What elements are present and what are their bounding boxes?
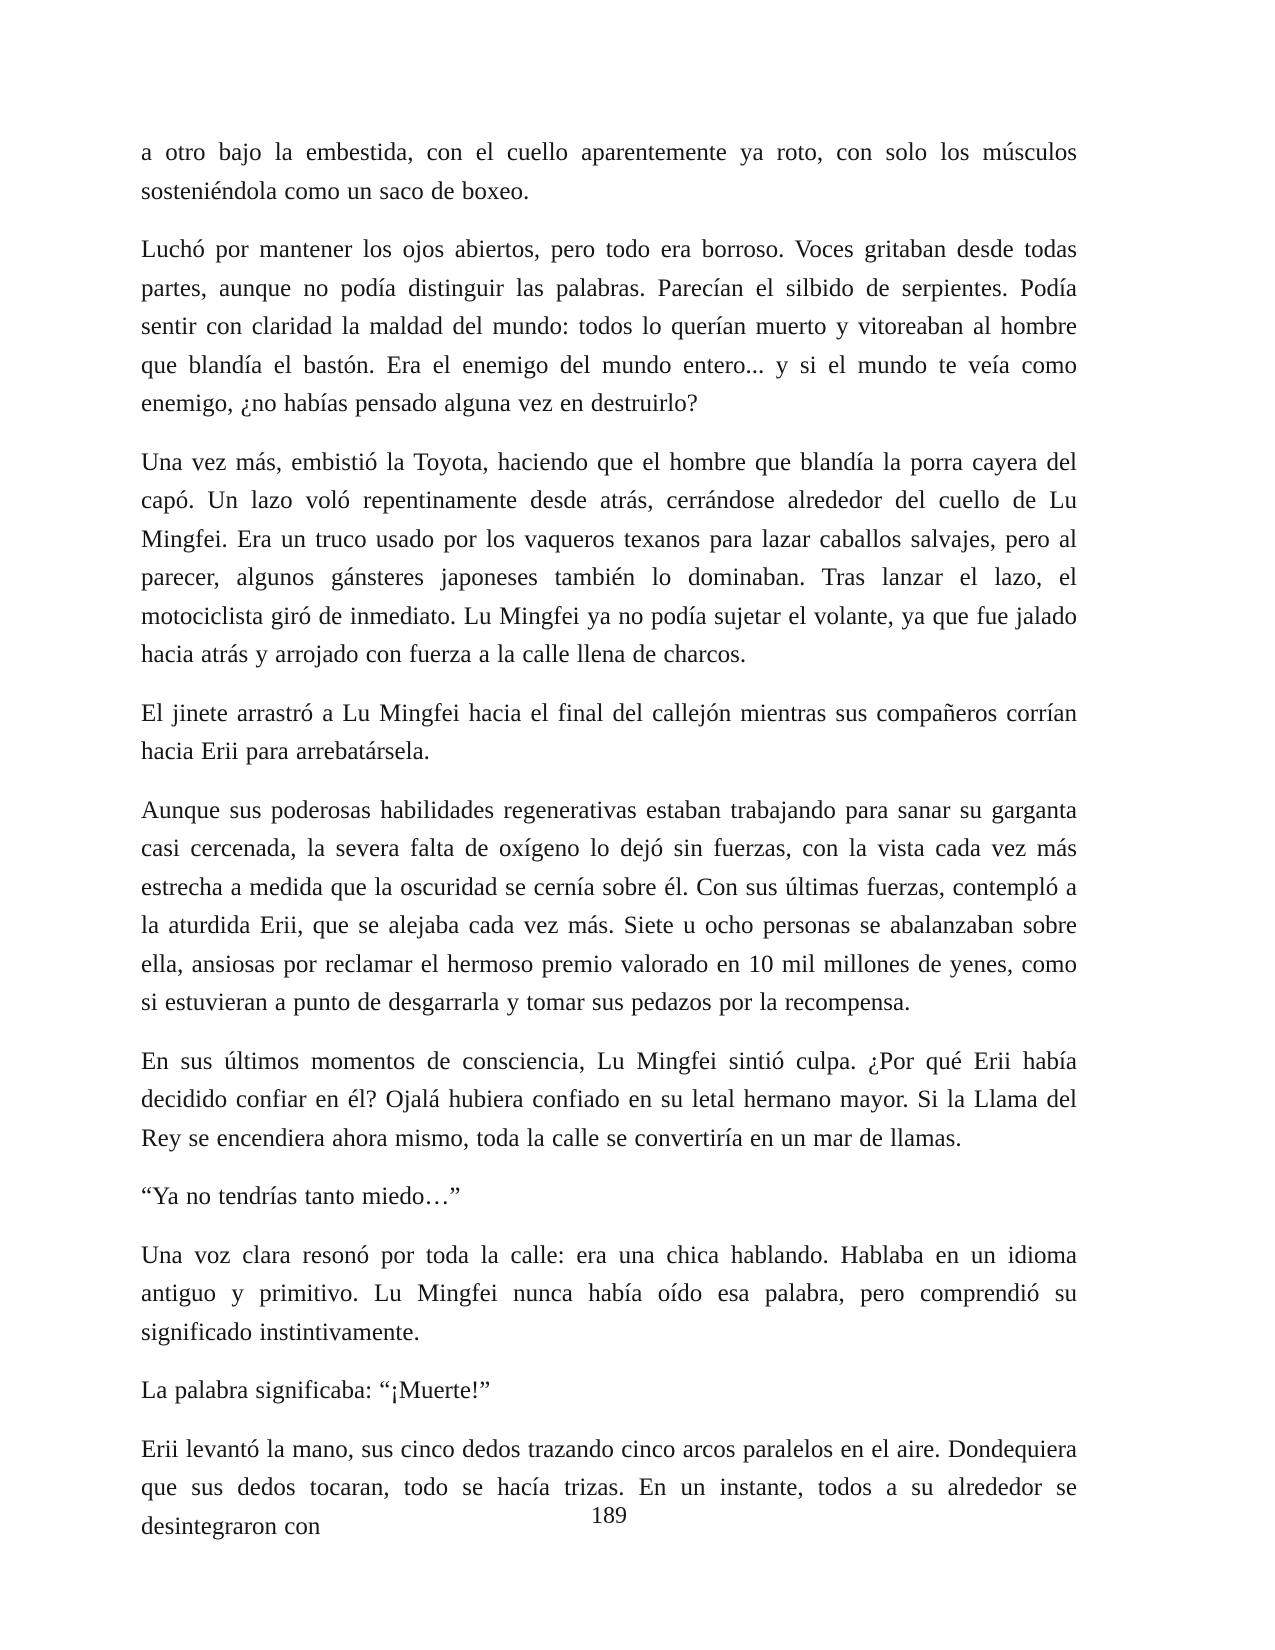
page-number: 189 <box>591 1503 627 1529</box>
paragraph: Erii levantó la mano, sus cinco dedos trazando cinco arcos paralelos en el aire. Dondequiera que sus dedos tocaran, todo se hacía trizas. En un instante, todos a su alrededor se desintegraron con <box>141 1435 1077 1540</box>
paragraph: El jinete arrastró a Lu Mingfei hacia el final del callejón mientras sus compañeros corrían hacia Erii para arrebatársela. <box>141 699 1077 765</box>
paragraph: a otro bajo la embestida, con el cuello aparentemente ya roto, con solo los músculos sosteniéndola como un saco de boxeo. <box>141 139 1077 205</box>
page-body-text <box>141 134 1077 1546</box>
paragraph: Una vez más, embistió la Toyota, haciendo que el hombre que blandía la porra cayera del capó. Un lazo voló repentinamente desde atrás, cerrándose alrededor del cuello de Lu Mingfei. Era un truco usado por los vaqueros texanos para lazar caballos salvajes, pero al parecer, algunos gánsteres japoneses también lo dominaban. Tras lanzar el lazo, el motociclista giró de inmediato. Lu Mingfei ya no podía sujetar el volante, ya que fue jalado hacia atrás y arrojado con fuerza a la calle llena de charcos. <box>141 448 1077 668</box>
paragraph: Luchó por mantener los ojos abiertos, pero todo era borroso. Voces gritaban desde todas partes, aunque no podía distinguir las palabras. Parecían el silbido de serpientes. Podía sentir con claridad la maldad del mundo: todos lo querían muerto y vitoreaban al hombre que blandía el bastón. Era el enemigo del mundo entero... y si el mundo te veía como enemigo, ¿no habías pensado alguna vez en destruirlo? <box>141 236 1077 417</box>
paragraph: Una voz clara resonó por toda la calle: era una chica hablando. Hablaba en un idioma antiguo y primitivo. Lu Mingfei nunca había oído esa palabra, pero comprendió su significado instintivamente. <box>141 1241 1077 1346</box>
paragraph: “Ya no tendrías tanto miedo…” <box>141 1183 461 1210</box>
paragraph: En sus últimos momentos de consciencia, Lu Mingfei sintió culpa. ¿Por qué Erii había decidido confiar en él? Ojalá hubiera confiado en su letal hermano mayor. Si la Llama del Rey se encendiera ahora mismo, toda la calle se convertiría en un mar de llamas. <box>141 1047 1077 1152</box>
paragraph: Aunque sus poderosas habilidades regenerativas estaban trabajando para sanar su garganta casi cercenada, la severa falta de oxígeno lo dejó sin fuerzas, con la vista cada vez más estrecha a medida que la oscuridad se cernía sobre él. Con sus últimas fuerzas, contempló a la aturdida Erii, que se alejaba cada vez más. Siete u ocho personas se abalanzaban sobre ella, ansiosas por reclamar el hermoso premio valorado en 10 mil millones de yenes, como si estuvieran a punto de desgarrarla y tomar sus pedazos por la recompensa. <box>141 796 1077 1016</box>
paragraph: La palabra significaba: “¡Muerte!” <box>141 1377 491 1404</box>
